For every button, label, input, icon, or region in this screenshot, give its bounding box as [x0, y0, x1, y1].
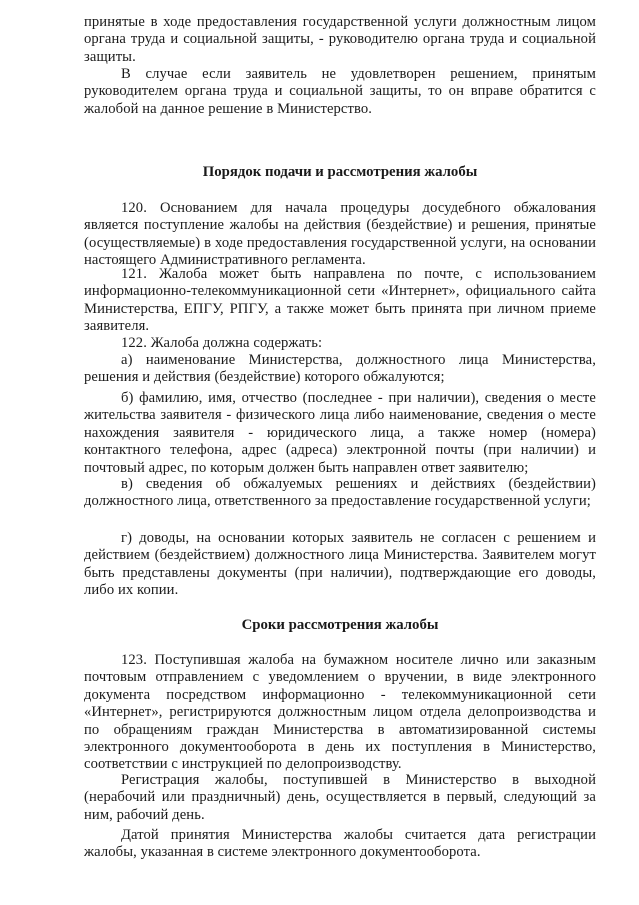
- intro-paragraph: В случае если заявитель не удовлетворен решением, принятым руководителем органа труда и социальной защиты, то он вправе обратится с жалобой на данное решение в Министерство.: [84, 66, 596, 117]
- paragraph-120: 120. Основанием для начала процедуры досудебного обжалования является поступление жалобы на действия (бездействие) и решения, принятые (осуществляемые) в ходе предоставления государственной услуги, на основании настоящего Административного регламента.: [84, 200, 596, 269]
- section-heading-review-terms: Сроки рассмотрения жалобы: [241, 617, 439, 633]
- paragraph-122: 122. Жалоба должна содержать:: [121, 335, 323, 351]
- intro-fragment: принятые в ходе предоставления государственной услуги должностным лицом органа труда и социальной защиты, - руководителю органа труда и социальной защиты.: [84, 14, 596, 65]
- list-item-a: а) наименование Министерства, должностного лица Министерства, решения и действия (бездействие) которого обжалуются;: [84, 352, 596, 386]
- list-item-v: в) сведения об обжалуемых решениях и действиях (бездействии) должностного лица, ответственного за предоставление государственной услуги;: [84, 476, 596, 510]
- section-heading-complaint-procedure: Порядок подачи и рассмотрения жалобы: [202, 164, 478, 180]
- paragraph-123: 123. Поступившая жалоба на бумажном носителе лично или заказным почтовым отправлением с уведомлением о вручении, в виде электронного документа посредством информационно - телекоммуникационной сети «Интернет», регистрируются должностным лицом отдела делопроизводства и по обращениям граждан Министерства в автоматизированной системы электронного документооборота в день их поступления в Министерство, соответствии с инструкцией по делопроизводству.: [84, 652, 596, 773]
- paragraph-121: 121. Жалоба может быть направлена по почте, с использованием информационно-телекоммуникационной сети «Интернет», официального сайта Министерства, ЕПГУ, РПГУ, а также может быть принята при личном приеме заявителя.: [84, 266, 596, 335]
- list-item-b: б) фамилию, имя, отчество (последнее - при наличии), сведения о месте жительства заявителя - физического лица либо наименование, сведения о месте нахождения заявителя - юридического лица, а также номер (номера) контактного телефона, адрес (адреса) электронной почты (при наличии) и почтовый адрес, по которым должен быть направлен ответ заявителю;: [84, 390, 596, 476]
- paragraph-acceptance-date: Датой принятия Министерства жалобы считается дата регистрации жалобы, указанная в системе электронного документооборота.: [84, 827, 596, 861]
- paragraph-registration: Регистрация жалобы, поступившей в Министерство в выходной (нерабочий или праздничный) день, осуществляется в первый, следующий за ним, рабочий день.: [84, 772, 596, 823]
- list-item-g: г) доводы, на основании которых заявитель не согласен с решением и действием (бездействием) должностного лица Министерства. Заявителем могут быть представлены документы (при наличии), подтверждающие его доводы, либо их копии.: [84, 530, 596, 599]
